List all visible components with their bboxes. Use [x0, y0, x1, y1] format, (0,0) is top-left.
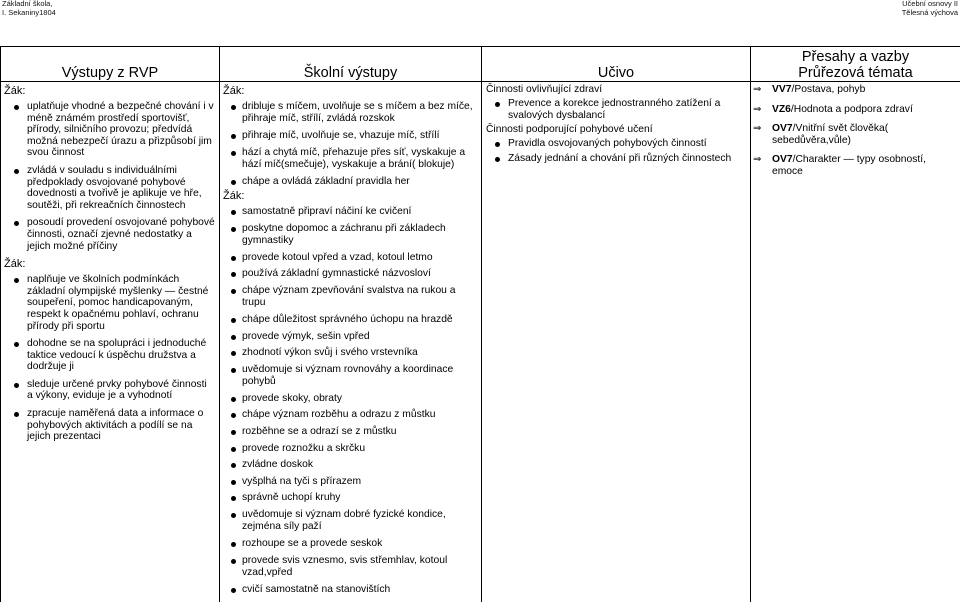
list-item: hází a chytá míč, přehazuje přes síť, vyskakuje a hází míč(smečuje), vyskakuje a brání( blokuje) — [242, 147, 477, 172]
transfer-code: VZ6 — [772, 104, 791, 115]
list-item: cvičí samostatně na stanovištích — [242, 584, 477, 596]
subject-name: Tělesná výchova — [902, 9, 958, 18]
list-item: používá základní gymnastické názvosloví — [242, 268, 477, 280]
list-item: posoudí provedení osvojované pohybové činnosti, označí zjevné nedostatky a jejich možné příčiny — [27, 217, 215, 252]
list-item: provede roznožku a skrčku — [242, 443, 477, 455]
rvp-list — [1, 274, 219, 443]
list-item: zpracuje naměřená data a informace o pohybových aktivitách a podílí se na jejich prezentaci — [27, 408, 215, 443]
school-address: I. Sekaniny1804 — [2, 9, 56, 18]
document-type: Učební osnovy II — [902, 0, 958, 9]
list-item: zvládne doskok — [242, 459, 477, 471]
list-item: chápe význam rozběhu a odrazu z můstku — [242, 409, 477, 421]
column-header-school-outcomes: Školní výstupy — [220, 47, 482, 82]
curriculum-cell — [482, 82, 751, 602]
transfer-text: /Hodnota a podpora zdraví — [791, 104, 913, 115]
school-name: Základní škola, — [2, 0, 56, 9]
school-outcomes-list — [220, 101, 481, 188]
transfer-code: OV7 — [772, 154, 793, 165]
transfer-item — [772, 154, 956, 177]
list-item: samostatně připraví náčiní ke cvičení — [242, 206, 477, 218]
transfers-cell — [751, 82, 960, 602]
list-item: naplňuje ve školních podmínkách základní olympijské myšlenky — čestné soupeření, pomoc handicapovaným, respekt k opačnému pohlaví, ochranu přírody při sportu — [27, 274, 215, 332]
column-header-curriculum: Učivo — [482, 47, 751, 82]
list-item: provede výmyk, sešin vpřed — [242, 331, 477, 343]
transfer-item — [772, 123, 956, 146]
list-item: uvědomuje si význam rovnováhy a koordinace pohybů — [242, 364, 477, 389]
document-header-left — [2, 0, 56, 17]
transfer-code: VV7 — [772, 84, 791, 95]
student-label: Žák: — [223, 85, 481, 98]
transfer-item — [772, 84, 956, 96]
list-item: chápe význam zpevňování svalstva na rukou a trupu — [242, 285, 477, 310]
list-item: provede kotoul vpřed a vzad, kotoul letmo — [242, 252, 477, 264]
list-item: rozběhne se a odrazí se z můstku — [242, 426, 477, 438]
student-label: Žák: — [4, 258, 219, 271]
list-item: zhodnotí výkon svůj i svého vrstevníka — [242, 347, 477, 359]
school-outcomes-list — [220, 206, 481, 596]
transfers-title: Přesahy a vazby — [751, 49, 960, 65]
school-outcomes-cell — [220, 82, 482, 602]
list-item: poskytne dopomoc a záchranu při základech gymnastiky — [242, 223, 477, 248]
list-item: Pravidla osvojovaných pohybových činností — [508, 138, 746, 150]
curriculum-group-title: Činnosti ovlivňující zdraví — [486, 84, 750, 96]
list-item: chápe a ovládá základní pravidla her — [242, 176, 477, 188]
list-item: správně uchopí kruhy — [242, 492, 477, 504]
list-item: dohodne se na spolupráci i jednoduché taktice vedoucí k úspěchu družstva a dodržuje ji — [27, 338, 215, 373]
cross-curricular-title: Průřezová témata — [751, 65, 960, 81]
curriculum-list — [482, 98, 750, 121]
list-item: přihraje míč, uvolňuje se, vhazuje míč, střílí — [242, 130, 477, 142]
student-label: Žák: — [4, 85, 219, 98]
curriculum-group-title: Činnosti podporující pohybové učení — [486, 124, 750, 136]
transfer-text: /Charakter — typy osobností, emoce — [772, 154, 926, 177]
list-item: sleduje určené prvky pohybové činnosti a výkony, eviduje je a vyhodnotí — [27, 379, 215, 402]
transfer-text: /Postava, pohyb — [791, 84, 865, 95]
list-item: provede skoky, obraty — [242, 393, 477, 405]
transfers-list — [751, 84, 960, 178]
student-label: Žák: — [223, 190, 481, 203]
list-item: dribluje s míčem, uvolňuje se s míčem a bez míče, přihraje míč, střílí, zvládá rozskok — [242, 101, 477, 126]
list-item: Prevence a korekce jednostranného zatížení a svalových dysbalancí — [508, 98, 746, 121]
double-right-arrow-icon: ⇒ — [753, 123, 761, 135]
transfer-item — [772, 104, 956, 116]
double-right-arrow-icon: ⇒ — [753, 104, 761, 116]
list-item: uplatňuje vhodné a bezpečné chování i v méně známém prostředí sportovišť, přírody, silničního provozu; předvídá možná nebezpečí úrazu a přizpůsobí jim svou činnost — [27, 101, 215, 159]
rvp-cell — [1, 82, 220, 602]
document-header-right — [902, 0, 958, 17]
rvp-list — [1, 101, 219, 252]
list-item: uvědomuje si význam dobré fyzické kondice, zejména síly paží — [242, 509, 477, 534]
double-right-arrow-icon: ⇒ — [753, 84, 761, 96]
column-header-transfers — [751, 47, 960, 82]
double-right-arrow-icon: ⇒ — [753, 154, 761, 166]
curriculum-list — [482, 138, 750, 164]
list-item: rozhoupe se a provede seskok — [242, 538, 477, 550]
list-item: chápe důležitost správného úchopu na hrazdě — [242, 314, 477, 326]
list-item: zvládá v souladu s individuálními předpoklady osvojované pohybové dovednosti a tvořivě je aplikuje ve hře, soutěži, při rekreačních činnostech — [27, 165, 215, 211]
transfer-text: /Vnitřní svět člověka( sebedůvěra,vůle) — [772, 123, 888, 146]
table-content-row — [1, 82, 960, 602]
list-item: vyšplhá na tyči s přírazem — [242, 476, 477, 488]
table-header-row — [1, 47, 960, 82]
curriculum-table — [0, 46, 960, 602]
list-item: provede svis vznesmo, svis střemhlav, kotoul vzad,vpřed — [242, 555, 477, 580]
transfer-code: OV7 — [772, 123, 793, 134]
list-item: Zásady jednání a chování při různých činnostech — [508, 153, 746, 165]
column-header-rvp: Výstupy z RVP — [1, 47, 220, 82]
